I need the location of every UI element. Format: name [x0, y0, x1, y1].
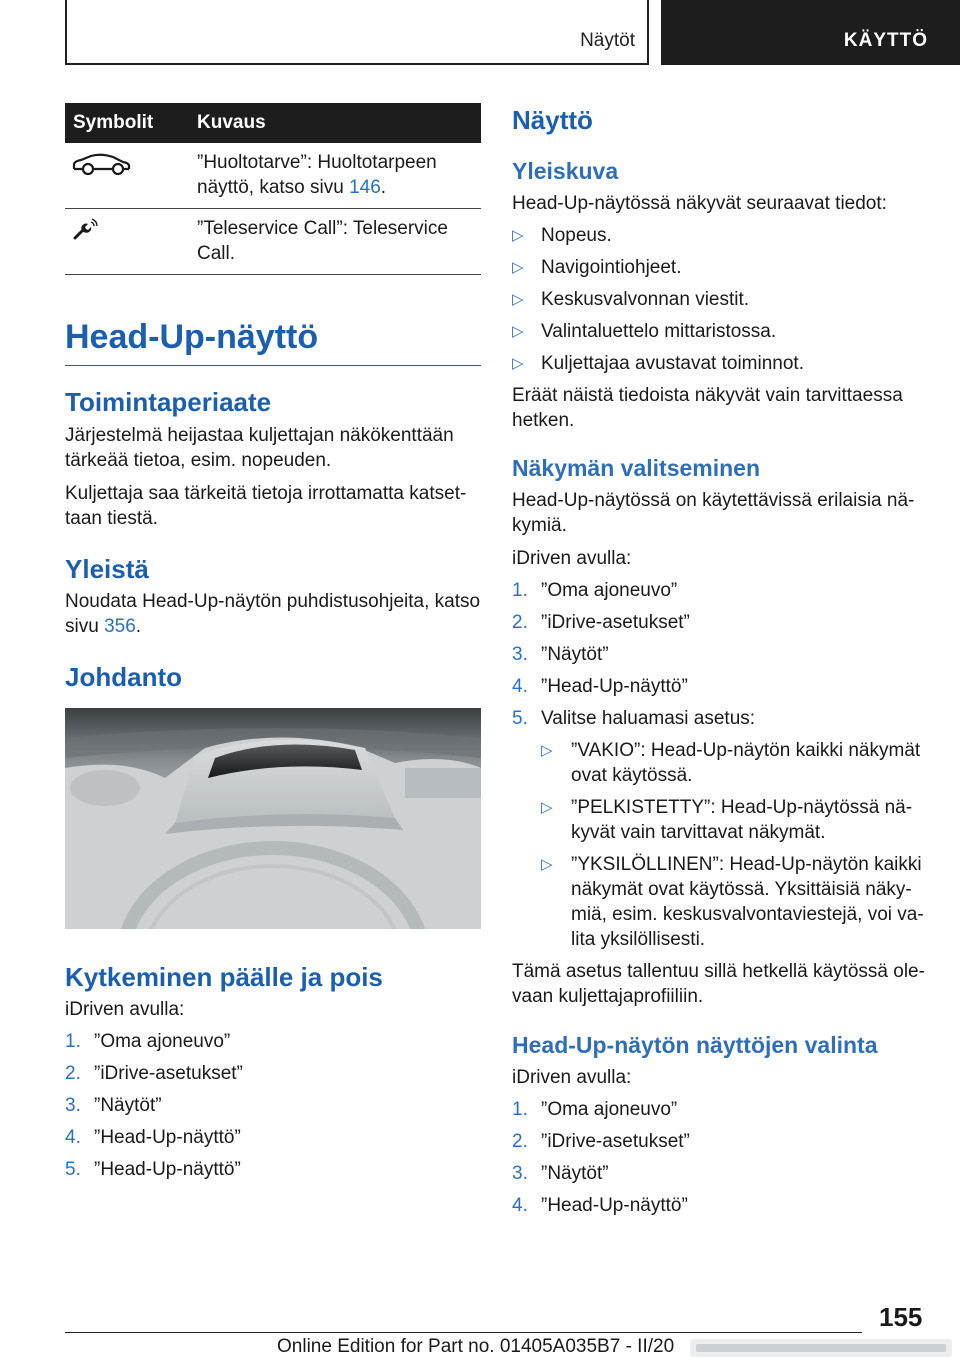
head-up-display-photo	[65, 708, 481, 929]
paragraph: iDriven avulla:	[512, 548, 632, 569]
section-title: Näytöt	[580, 30, 635, 51]
table-header-row	[65, 103, 481, 143]
step-number: 5.	[65, 1159, 81, 1180]
list-item	[512, 1097, 932, 1122]
table-cell-symbol	[65, 143, 189, 209]
list-item	[541, 852, 932, 952]
triangle-bullet-icon: ▷	[541, 856, 553, 873]
table-row	[65, 209, 481, 275]
option-text: ”PELKISTETTY”: Head-Up-näytössä nä-kyvät vain tarvittavat näkymät.	[571, 797, 913, 843]
paragraph	[65, 589, 481, 639]
selection-steps-list	[512, 1097, 932, 1218]
item-text: Nopeus.	[541, 225, 612, 246]
row-text: ”Huoltotarve”: Huoltotarpeen näyttö, katso sivu	[197, 152, 437, 198]
table-header-description: Kuvaus	[189, 103, 481, 143]
teleservice-wrench-icon	[71, 218, 99, 242]
step-text: ”iDrive-asetukset”	[541, 612, 690, 633]
paragraph: Head-Up-näytössä on käytettävissä erilaisia nä-kymiä.	[512, 490, 915, 536]
step-number: 5.	[512, 708, 528, 729]
list-item	[512, 642, 932, 667]
list-item	[512, 1161, 932, 1186]
view-steps-list	[512, 578, 932, 952]
step-number: 1.	[512, 580, 528, 601]
symbol-table	[65, 103, 481, 275]
list-item	[541, 738, 932, 788]
switch-steps-list	[65, 1029, 481, 1182]
list-item	[65, 1061, 481, 1086]
step-number: 4.	[512, 676, 528, 697]
list-item	[512, 223, 932, 248]
step-text: ”Näytöt”	[541, 644, 609, 665]
list-item	[512, 610, 932, 635]
heading-selection: Head-Up-näytön näyttöjen valinta	[512, 1032, 878, 1058]
heading-display: Näyttö	[512, 105, 593, 135]
overview-list	[512, 223, 932, 376]
list-item	[512, 1129, 932, 1154]
paragraph: Eräät näistä tiedoista näkyvät vain tarvittaessa hetken.	[512, 385, 903, 431]
triangle-bullet-icon: ▷	[541, 742, 553, 759]
page-link[interactable]: 146	[349, 177, 381, 198]
footer-edition: Online Edition for Part no. 01405A035B7 - II/20	[277, 1336, 675, 1357]
list-item	[512, 1193, 932, 1218]
step-number: 4.	[65, 1127, 81, 1148]
list-item	[512, 255, 932, 280]
list-item	[512, 674, 932, 699]
list-item	[541, 795, 932, 845]
page-link[interactable]: 356	[104, 616, 136, 637]
triangle-bullet-icon: ▷	[512, 323, 524, 340]
list-item	[65, 1029, 481, 1054]
list-item	[512, 706, 932, 952]
page-number: 155	[879, 1302, 923, 1332]
table-header-symbol: Symbolit	[65, 103, 189, 143]
step-number: 1.	[512, 1099, 528, 1120]
heading-general: Yleistä	[65, 554, 149, 584]
page-title: Head-Up-näyttö	[65, 317, 481, 366]
car-service-icon	[71, 152, 133, 176]
view-options-list	[541, 738, 932, 952]
list-item	[65, 1093, 481, 1118]
list-item	[512, 287, 932, 312]
step-text: ”Head-Up-näyttö”	[94, 1127, 241, 1148]
heading-view: Näkymän valitseminen	[512, 455, 761, 481]
paragraph: Tämä asetus tallentuu sillä hetkellä käytössä ole-vaan kuljettajaprofiiliin.	[512, 961, 925, 1007]
paragraph: iDriven avulla:	[512, 1067, 632, 1088]
step-text: ”Näytöt”	[94, 1095, 162, 1116]
step-number: 4.	[512, 1195, 528, 1216]
triangle-bullet-icon: ▷	[541, 799, 553, 816]
step-text: ”Head-Up-näyttö”	[94, 1159, 241, 1180]
heading-switch: Kytkeminen päälle ja pois	[65, 962, 383, 992]
heading-overview: Yleiskuva	[512, 158, 619, 184]
triangle-bullet-icon: ▷	[512, 291, 524, 308]
option-text: ”YKSILÖLLINEN”: Head-Up-näytön kaikki näkymät ovat käytössä. Yksittäisiä näky-miä, esim. keskusvalvontaviestejä, voi va-lita yksilöllisesti.	[571, 854, 924, 950]
step-text: ”Oma ajoneuvo”	[541, 1099, 678, 1120]
step-text: ”Oma ajoneuvo”	[541, 580, 678, 601]
step-number: 3.	[512, 644, 528, 665]
option-text: ”VAKIO”: Head-Up-näytön kaikki näkymät ovat käytössä.	[571, 740, 921, 786]
table-cell-symbol	[65, 209, 189, 275]
step-text: ”Näytöt”	[541, 1163, 609, 1184]
step-text: ”Head-Up-näyttö”	[541, 1195, 688, 1216]
item-text: Keskusvalvonnan viestit.	[541, 289, 750, 310]
paragraph: Järjestelmä heijastaa kuljettajan näkökenttään tärkeää tietoa, esim. nopeuden.	[65, 425, 454, 471]
item-text: Navigointiohjeet.	[541, 257, 682, 278]
item-text: Valintaluettelo mittaristossa.	[541, 321, 777, 342]
carmanualsonline-watermark-logo	[682, 1333, 960, 1362]
list-item	[65, 1125, 481, 1150]
heading-principle: Toimintaperiaate	[65, 387, 272, 417]
general-text-end: .	[135, 616, 142, 637]
heading-intro: Johdanto	[65, 662, 182, 692]
step-text: ”Oma ajoneuvo”	[94, 1031, 231, 1052]
triangle-bullet-icon: ▷	[512, 227, 524, 244]
step-number: 3.	[65, 1095, 81, 1116]
right-column	[512, 103, 932, 1218]
step-number: 2.	[512, 612, 528, 633]
step-number: 2.	[512, 1131, 528, 1152]
step-number: 1.	[65, 1031, 81, 1052]
list-item	[512, 351, 932, 376]
table-row	[65, 143, 481, 209]
paragraph: Kuljettaja saa tärkeitä tietoja irrottamatta katset-taan tiestä.	[65, 483, 467, 529]
paragraph: Head-Up-näytössä näkyvät seuraavat tiedot:	[512, 193, 887, 214]
step-text: ”iDrive-asetukset”	[94, 1063, 243, 1084]
page-header	[0, 0, 960, 66]
chapter-title: KÄYTTÖ	[843, 30, 928, 51]
row-text-end: .	[380, 177, 387, 198]
step-text: ”Head-Up-näyttö”	[541, 676, 688, 697]
step-text: ”iDrive-asetukset”	[541, 1131, 690, 1152]
general-text: Noudata Head-Up-näytön puhdistusohjeita, katso sivu	[65, 591, 481, 637]
item-text: Kuljettajaa avustavat toiminnot.	[541, 353, 804, 374]
list-item	[512, 578, 932, 603]
chapter-tab	[661, 0, 960, 65]
table-cell-description	[189, 143, 481, 209]
section-tab	[65, 0, 649, 65]
step-text: Valitse haluamasi asetus:	[541, 708, 756, 729]
table-cell-description	[189, 209, 481, 275]
step-number: 3.	[512, 1163, 528, 1184]
paragraph: iDriven avulla:	[65, 999, 185, 1020]
triangle-bullet-icon: ▷	[512, 355, 524, 372]
list-item	[65, 1157, 481, 1182]
list-item	[512, 319, 932, 344]
left-column	[65, 103, 481, 1182]
triangle-bullet-icon: ▷	[512, 259, 524, 276]
step-number: 2.	[65, 1063, 81, 1084]
row-text: ”Teleservice Call”: Teleservice Call.	[197, 218, 448, 264]
